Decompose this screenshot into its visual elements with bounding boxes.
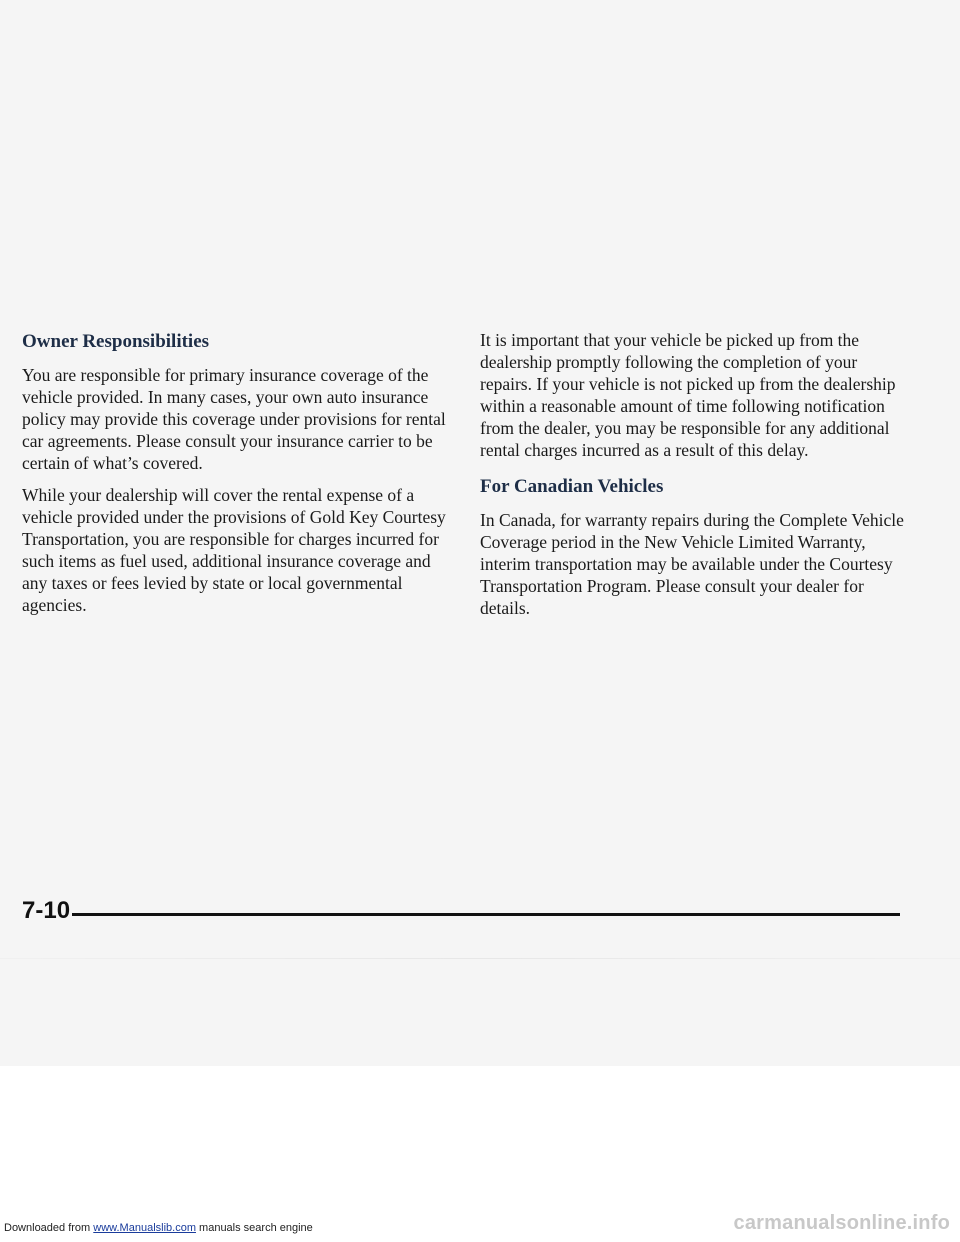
left-column — [22, 330, 447, 626]
page-number: 7-10 — [22, 897, 71, 924]
right-column — [480, 330, 910, 629]
right-intro-paragraph: It is important that your vehicle be picked up from the dealership promptly following the completion of your repairs. If your vehicle is not picked up from the dealership within a reasonable amount of time following notification from the dealer, you may be responsible for any additional rental charges incurred as a result of this delay. — [480, 330, 896, 460]
owner-responsibilities-heading: Owner Responsibilities — [22, 331, 210, 352]
left-paragraph-1: You are responsible for primary insurance coverage of the vehicle provided. In many cases, your own auto insurance policy may provide this coverage under provisions for rental car agreements. Please consult your insurance carrier to be certain of what’s covered. — [22, 365, 446, 473]
canadian-vehicles-heading: For Canadian Vehicles — [480, 476, 664, 497]
scan-artifact-line — [0, 958, 960, 959]
watermark-text: carmanualsonline.info — [733, 1212, 950, 1234]
download-source-line — [4, 1222, 313, 1234]
footer-rule — [72, 913, 900, 916]
manualslib-link[interactable]: www.Manualslib.com — [93, 1222, 196, 1234]
download-prefix: Downloaded from — [4, 1222, 94, 1234]
left-paragraph-2: While your dealership will cover the rental expense of a vehicle provided under the provisions of Gold Key Courtesy Transportation, you are responsible for charges incurred for such items as fuel used, additional insurance coverage and any taxes or fees levied by state or local governmental agencies. — [22, 485, 446, 615]
download-suffix: manuals search engine — [195, 1222, 313, 1234]
canadian-vehicles-paragraph: In Canada, for warranty repairs during the Complete Vehicle Coverage period in the New Vehicle Limited Warranty, interim transportation may be available under the Courtesy Transportation Program. Please consult your dealer for details. — [480, 510, 904, 618]
